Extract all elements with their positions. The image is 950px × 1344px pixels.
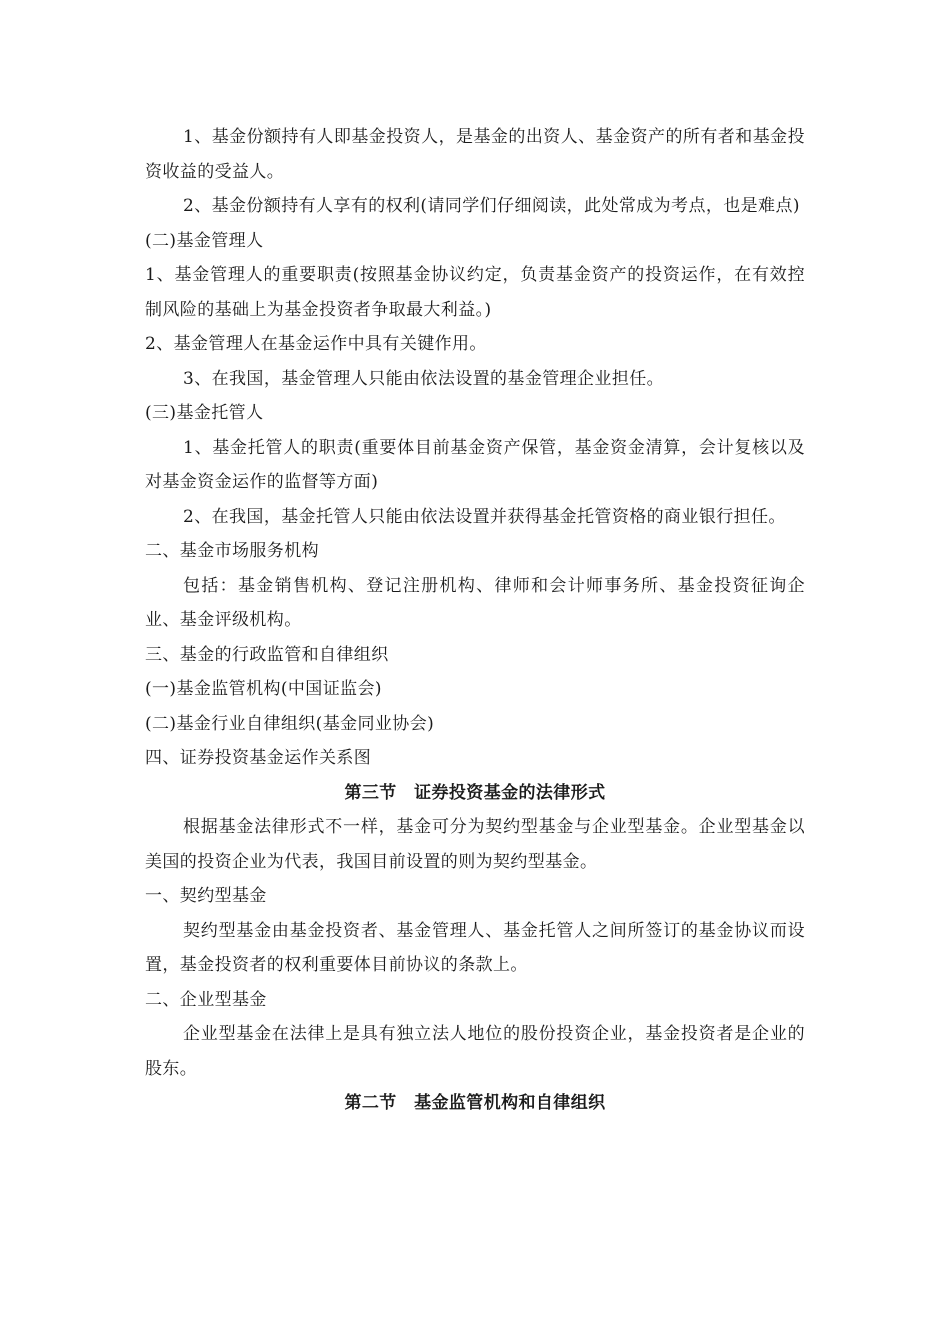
item-regulator: (一)基金监管机构(中国证监会) bbox=[145, 679, 382, 699]
paragraph-custodian-china: 2、在我国，基金托管人只能由依法设置并获得基金托管资格的商业银行担任。 bbox=[183, 506, 786, 527]
paragraph-legal-form-intro: 根据基金法律形式不一样，基金可分为契约型基金与企业型基金。企业型基金以美国的投资企业为代表，我国目前设置的则为契约型基金。 bbox=[145, 817, 805, 872]
paragraph-manager-duties: 1、基金管理人的重要职责(按照基金协议约定，负责基金资产的投资运作，在有效控制风险的基础上为基金投资者争取最大利益。) bbox=[145, 265, 805, 320]
paragraph-holder-definition: 1、基金份额持有人即基金投资人，是基金的出资人、基金资产的所有者和基金投资收益的受益人。 bbox=[145, 127, 805, 182]
paragraph-manager-role: 2、基金管理人在基金运作中具有关键作用。 bbox=[145, 334, 487, 354]
chapter-heading-supervision: 第二节 基金监管机构和自律组织 bbox=[344, 1093, 606, 1113]
paragraph-corporate-fund: 企业型基金在法律上是具有独立法人地位的股份投资企业，基金投资者是企业的股东。 bbox=[145, 1024, 805, 1079]
chapter-heading-legal-form: 第三节 证券投资基金的法律形式 bbox=[344, 782, 606, 803]
item-self-regulator: (二)基金行业自律组织(基金同业协会) bbox=[145, 713, 435, 734]
section-fund-custodian: (三)基金托管人 bbox=[145, 403, 264, 423]
section-contractual-fund: 一、契约型基金 bbox=[145, 886, 267, 906]
document-page bbox=[145, 120, 805, 1121]
paragraph-contractual-fund: 契约型基金由基金投资者、基金管理人、基金托管人之间所签订的基金协议而设置，基金投资者的权利重要体目前协议的条款上。 bbox=[145, 920, 805, 975]
section-supervision: 三、基金的行政监管和自律组织 bbox=[145, 644, 389, 665]
section-corporate-fund: 二、企业型基金 bbox=[145, 989, 267, 1010]
section-market-services: 二、基金市场服务机构 bbox=[145, 541, 319, 561]
section-relationship-diagram: 四、证券投资基金运作关系图 bbox=[145, 748, 372, 768]
section-fund-manager: (二)基金管理人 bbox=[145, 230, 264, 251]
paragraph-holder-rights: 2、基金份额持有人享有的权利(请同学们仔细阅读，此处常成为考点，也是难点) bbox=[183, 196, 800, 216]
paragraph-market-services-list: 包括：基金销售机构、登记注册机构、律师和会计师事务所、基金投资征询企业、基金评级机构。 bbox=[145, 575, 805, 630]
paragraph-manager-china: 3、在我国，基金管理人只能由依法设置的基金管理企业担任。 bbox=[183, 368, 665, 389]
paragraph-custodian-duties: 1、基金托管人的职责(重要体目前基金资产保管，基金资金清算，会计复核以及对基金资金运作的监督等方面) bbox=[145, 437, 805, 492]
